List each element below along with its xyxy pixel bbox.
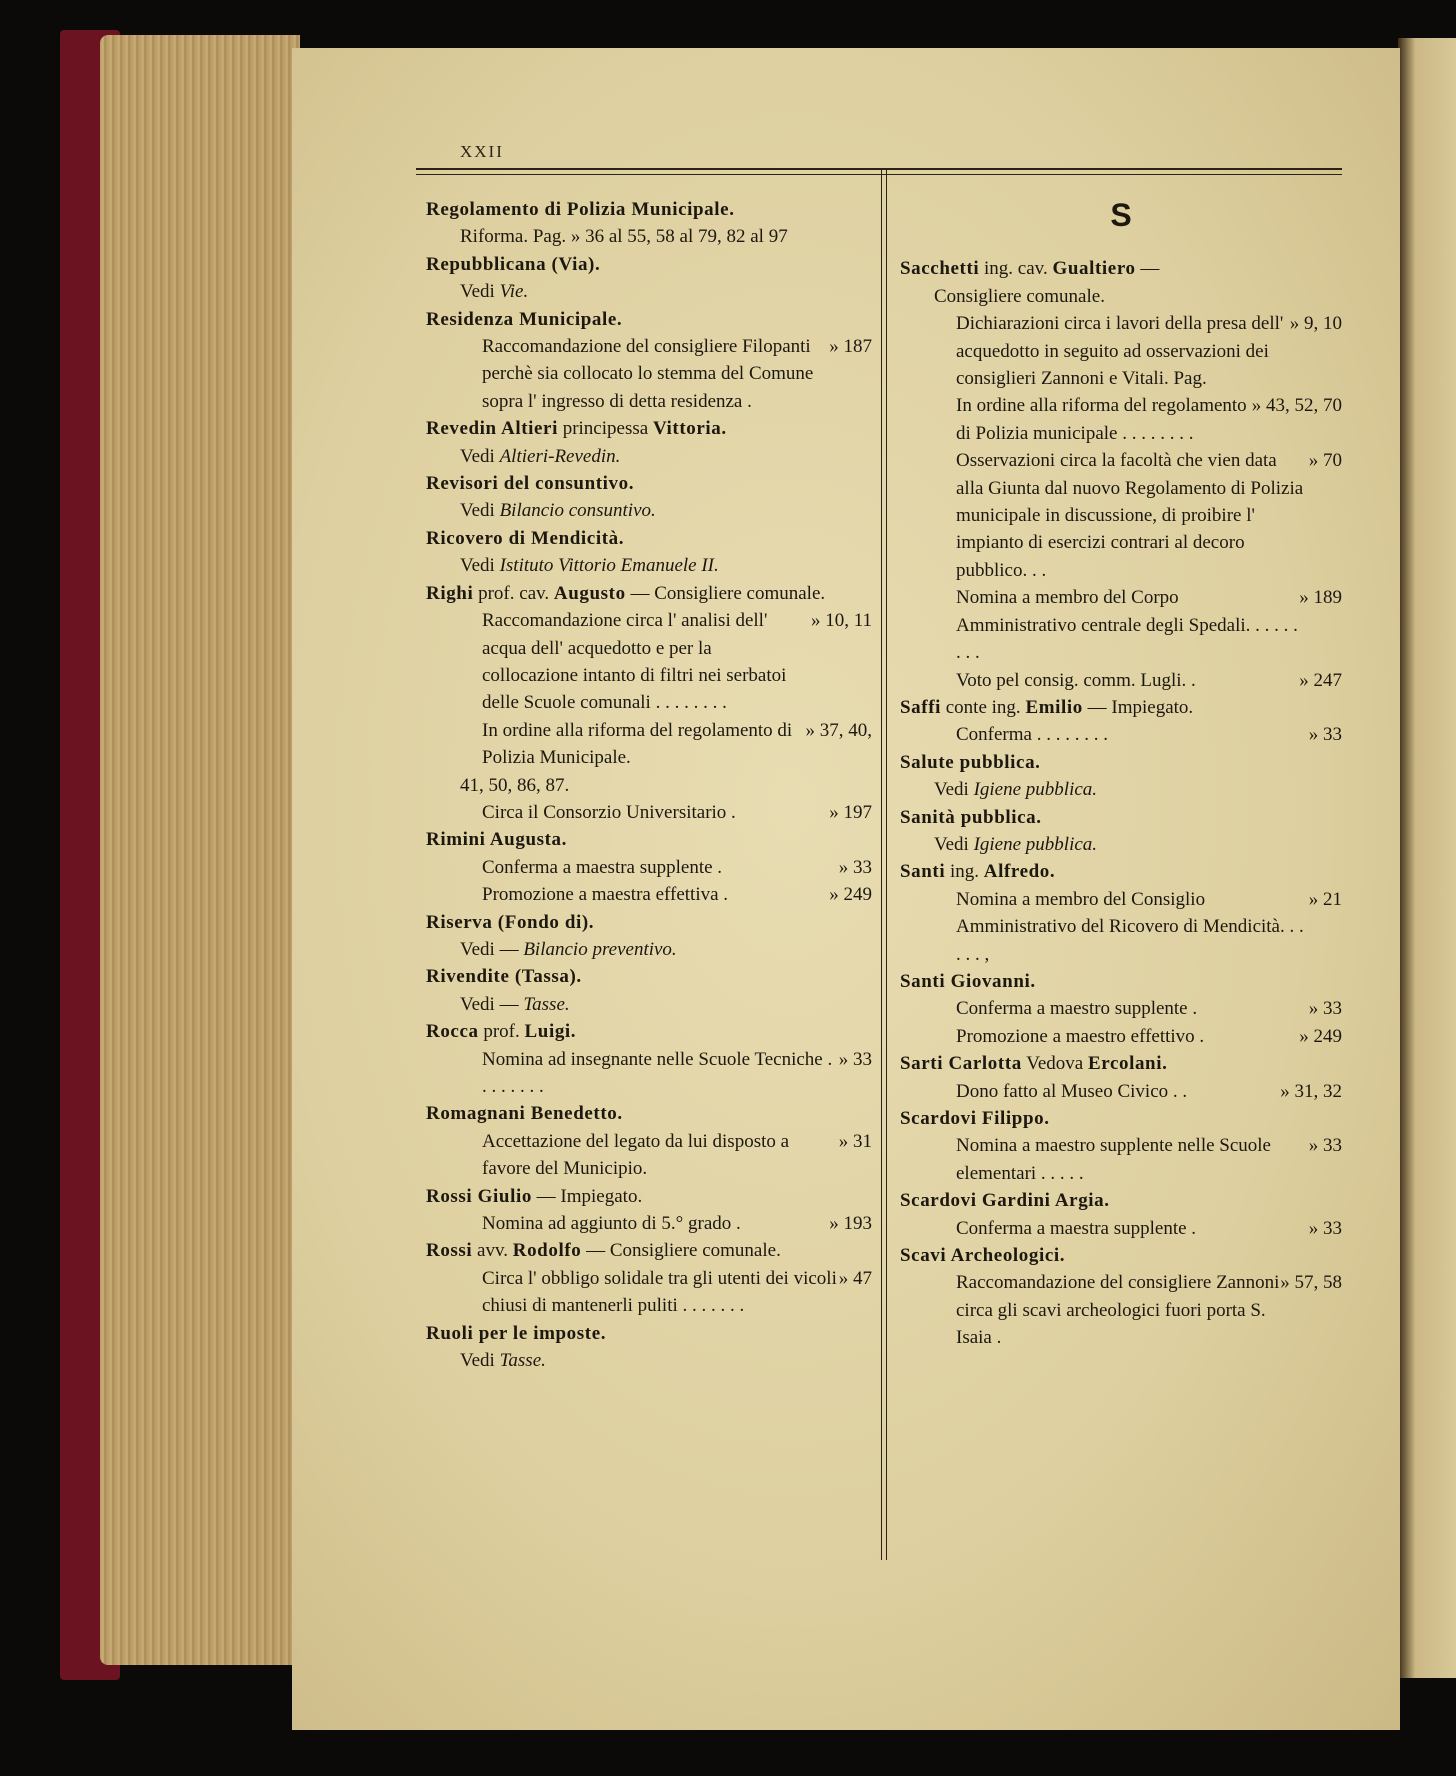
index-column-right: [900, 196, 1342, 1352]
entry-name-2: Gualtiero: [1052, 258, 1136, 280]
page-ref: » 33: [1308, 724, 1342, 746]
index-entry: [900, 1242, 1342, 1352]
entry-heading: [900, 749, 1342, 776]
entry-title: prof.: [478, 1021, 525, 1043]
entry-reference: [900, 995, 1342, 1022]
reference-text: Raccomandazione del consigliere Filopanti perchè sia collocato lo stemma del Comune sopra l' ingresso di detta residenza .: [482, 336, 814, 412]
entry-title: prof. cav.: [473, 582, 554, 604]
page-ref: » 10, 11: [810, 610, 872, 632]
subline-text: Vedi —: [460, 938, 524, 960]
cross-reference: Vie.: [499, 281, 529, 303]
subline-text: Vedi: [460, 1350, 500, 1372]
index-entry: [426, 963, 872, 1018]
entry-name-2: Emilio: [1025, 696, 1083, 718]
subline-text: Vedi: [934, 833, 974, 855]
entry-heading: [900, 1242, 1342, 1269]
index-entry: [900, 255, 1342, 694]
subline-text: Vedi: [460, 500, 500, 522]
entry-name: Revedin Altieri: [426, 418, 558, 440]
page-ref: » 193: [829, 1213, 872, 1235]
page-edges: [100, 35, 300, 1665]
entry-reference: [900, 584, 1342, 666]
entry-heading: [426, 251, 872, 278]
entry-name: Sacchetti: [900, 258, 980, 280]
entry-name: Righi: [426, 582, 474, 604]
subline-text: Vedi: [460, 555, 500, 577]
reference-text: Dono fatto al Museo Civico . .: [956, 1080, 1188, 1102]
page-ref: » 37, 40,: [805, 719, 872, 741]
entry-reference: [426, 881, 872, 908]
cross-reference: Bilancio consuntivo.: [499, 500, 656, 522]
cross-reference: Tasse.: [523, 993, 570, 1015]
entry-subline: [426, 991, 872, 1018]
entry-heading: [426, 415, 872, 442]
cross-reference: Tasse.: [499, 1350, 546, 1372]
header-rule-thin: [416, 174, 1342, 175]
entry-subline: [900, 776, 1342, 803]
entry-title: principessa: [557, 418, 653, 440]
page-ref: » 247: [1299, 669, 1342, 691]
entry-reference: [900, 1269, 1342, 1351]
entry-name: Rimini Augusta.: [426, 829, 567, 851]
cross-reference: Istituto Vittorio Emanuele II.: [499, 555, 719, 577]
index-entry: [900, 1187, 1342, 1242]
entry-reference: [900, 447, 1342, 584]
page-ref: » 31: [838, 1130, 872, 1152]
page-ref: » 249: [1299, 1025, 1342, 1047]
index-entry: [426, 909, 872, 964]
index-entry: [426, 1100, 872, 1182]
entry-reference: [900, 392, 1342, 447]
entry-subline: [426, 1347, 872, 1374]
entry-heading: [900, 804, 1342, 831]
entry-name-2: Rodolfo: [512, 1240, 582, 1262]
subline-text: 41, 50, 86, 87.: [460, 774, 570, 796]
entry-subline: [426, 223, 872, 250]
entry-reference: [900, 310, 1342, 392]
index-entry: [426, 1237, 872, 1319]
index-entry: [426, 470, 872, 525]
entry-reference: [900, 1215, 1342, 1242]
entry-heading: [426, 580, 872, 607]
page-ref: » 43, 52, 70: [1251, 395, 1342, 417]
entry-name: Scardovi Filippo.: [900, 1108, 1050, 1129]
reference-text: Conferma a maestra supplente .: [956, 1217, 1197, 1239]
subline-text: Consigliere comunale.: [934, 285, 1105, 307]
index-entry: [426, 306, 872, 416]
index-entry: [426, 1018, 872, 1100]
header-rule: [416, 168, 1342, 170]
index-entry: [426, 1320, 872, 1375]
entry-name-2: Alfredo.: [983, 861, 1056, 883]
entry-heading: [426, 909, 872, 936]
entry-name-2: Vittoria.: [652, 418, 727, 440]
entry-title: Vedova: [1021, 1053, 1088, 1075]
reference-text: Nomina a membro del Consiglio Amministrativo del Ricovero di Mendicità. . . . . . ,: [956, 888, 1304, 965]
entry-name: Rivendite (Tassa).: [426, 966, 582, 988]
entry-subline: [900, 283, 1342, 310]
index-entry: [426, 525, 872, 580]
entry-name: Saffi: [900, 696, 941, 718]
page-ref: » 189: [1299, 587, 1342, 609]
entry-name-2: Luigi.: [524, 1021, 577, 1043]
subline-text: Vedi: [460, 445, 500, 467]
entry-heading: [426, 470, 872, 497]
entry-title: ing. cav.: [979, 258, 1053, 280]
reference-text: Raccomandazione del consigliere Zannoni circa gli scavi archeologici fuori porta S. Isaia .: [956, 1272, 1280, 1349]
entry-reference: [900, 721, 1342, 748]
entry-name: Revisori del consuntivo.: [426, 473, 635, 495]
entry-heading: [426, 1183, 872, 1210]
entry-title: ing.: [945, 861, 984, 883]
entry-subline: [426, 772, 872, 799]
entry-reference: [900, 886, 1342, 968]
page-ref: » 33: [838, 1048, 872, 1070]
entry-reference: [426, 717, 872, 772]
page-ref: » 187: [829, 336, 872, 358]
entry-subline: [426, 278, 872, 305]
reference-text: Nomina ad insegnante nelle Scuole Tecniche . . . . . . . .: [482, 1048, 833, 1097]
entry-subline: [426, 443, 872, 470]
entry-subline: [900, 831, 1342, 858]
entry-heading: [426, 1320, 872, 1347]
entry-heading: [900, 255, 1342, 282]
entry-reference: [426, 333, 872, 415]
subline-text: Vedi —: [460, 993, 524, 1015]
page-ref: » 33: [1308, 998, 1342, 1020]
cross-reference: Igiene pubblica.: [973, 779, 1098, 801]
entry-name: Ricovero di Mendicità.: [426, 527, 625, 549]
entry-reference: [426, 799, 872, 826]
page-ref: » 57, 58: [1280, 1272, 1342, 1294]
column-divider: [881, 170, 887, 1560]
index-entry: [426, 196, 872, 251]
entry-name: Rossi: [426, 1240, 473, 1262]
entry-heading: [900, 1105, 1342, 1132]
page-ref: » 33: [838, 856, 872, 878]
cross-reference: Igiene pubblica.: [973, 833, 1098, 855]
entry-heading: [426, 306, 872, 333]
entry-name: Riserva (Fondo di).: [426, 911, 595, 933]
reference-text: In ordine alla riforma del regolamento di Polizia Municipale.: [482, 719, 793, 769]
entry-reference: [426, 1210, 872, 1237]
reference-text: Circa l' obbligo solidale tra gli utenti dei vicoli chiusi di mantenerli puliti . . . . . . .: [482, 1267, 837, 1317]
entry-heading: [426, 826, 872, 853]
index-entry: [426, 580, 872, 827]
entry-role: — Consigliere comunale.: [581, 1240, 781, 1262]
index-entry: [900, 1105, 1342, 1187]
reference-text: Conferma a maestra supplente .: [482, 856, 723, 878]
entry-name: Santi: [900, 861, 946, 883]
reference-text: Dichiarazioni circa i lavori della presa dell' acquedotto in seguito ad osservazioni dei consiglieri Zannoni e Vitali. Pag.: [956, 313, 1284, 390]
entry-name: Scardovi Gardini Argia.: [900, 1190, 1110, 1212]
page-ref: » 70: [1308, 450, 1342, 472]
entry-heading: [426, 196, 872, 223]
entry-subline: [426, 552, 872, 579]
page-ref: » 249: [829, 884, 872, 906]
entry-name: Rocca: [426, 1021, 479, 1043]
entry-heading: [900, 1187, 1342, 1214]
index-entry: [426, 826, 872, 908]
index-entry: [900, 858, 1342, 968]
entry-heading: [426, 1100, 872, 1127]
entry-name: Salute pubblica.: [900, 751, 1041, 773]
index-entry: [426, 251, 872, 306]
index-entry: [900, 804, 1342, 859]
entry-reference: [900, 667, 1342, 694]
entry-reference: [426, 854, 872, 881]
entry-name: Rossi Giulio: [426, 1185, 532, 1207]
reference-text: Nomina ad aggiunto di 5.° grado .: [482, 1213, 741, 1235]
page-ref: » 31, 32: [1280, 1080, 1342, 1102]
page-ref: » 21: [1308, 888, 1342, 910]
entry-role: — Consigliere comunale.: [625, 582, 826, 604]
index-entry: [900, 749, 1342, 804]
reference-text: Osservazioni circa la facoltà che vien data alla Giunta dal nuovo Regolamento di Polizia municipale in discussione, di proibire l' impianto di esercizi contrari al decoro pubblico. . .: [956, 450, 1304, 581]
reference-text: Promozione a maestra effettiva .: [482, 884, 729, 906]
cross-reference: Altieri-Revedin.: [499, 445, 621, 467]
entry-subline: [426, 497, 872, 524]
entry-name: Ruoli per le imposte.: [426, 1322, 607, 1344]
entry-name: Regolamento di Polizia Municipale.: [426, 199, 735, 220]
section-letter: S: [1110, 197, 1132, 233]
reference-text: Voto pel consig. comm. Lugli. .: [956, 669, 1196, 691]
entry-reference: [426, 607, 872, 717]
reference-text: Conferma . . . . . . . .: [956, 724, 1108, 746]
entry-reference: [900, 1078, 1342, 1105]
index-column-left: [426, 196, 872, 1374]
subline-text: Vedi: [460, 281, 500, 303]
index-entry: [900, 968, 1342, 1050]
index-entry: [900, 1050, 1342, 1105]
entry-heading: [900, 968, 1342, 995]
entry-name: Sarti Carlotta: [900, 1053, 1022, 1075]
entry-reference: [426, 1128, 872, 1183]
reference-text: Accettazione del legato da lui disposto a favore del Municipio.: [482, 1130, 790, 1180]
page-ref: » 9, 10: [1289, 313, 1342, 335]
cross-reference: Bilancio preventivo.: [523, 938, 677, 960]
entry-name: Scavi Archeologici.: [900, 1245, 1066, 1267]
reference-text: Raccomandazione circa l' analisi dell' acqua dell' acquedotto e per la collocazione intanto di filtri nei serbatoi delle Scuole comunali . . . . . . . .: [482, 610, 787, 714]
entry-heading: [426, 1237, 872, 1264]
subline-text: Riforma. Pag. » 36 al 55, 58 al 79, 82 al 97: [460, 226, 788, 248]
reference-text: Conferma a maestro supplente .: [956, 998, 1198, 1020]
entry-role: —: [1135, 258, 1160, 280]
entry-name-2: Ercolani.: [1087, 1053, 1168, 1075]
entry-subline: [426, 936, 872, 963]
page-ref: » 47: [838, 1267, 872, 1289]
entry-reference: [426, 1265, 872, 1320]
entry-heading: [426, 525, 872, 552]
entry-name-2: Augusto: [553, 582, 626, 604]
index-entry: [900, 694, 1342, 749]
entry-name: Romagnani Benedetto.: [426, 1103, 623, 1125]
reference-text: Promozione a maestro effettivo .: [956, 1025, 1205, 1047]
entry-title: conte ing.: [941, 696, 1026, 718]
page-ref: » 33: [1308, 1135, 1342, 1157]
entry-heading: [426, 1018, 872, 1045]
entry-reference: [900, 1132, 1342, 1187]
page-ref: » 33: [1308, 1217, 1342, 1239]
subline-text: Vedi: [934, 779, 974, 801]
entry-reference: [900, 1023, 1342, 1050]
facing-page-edge: [1398, 38, 1456, 1678]
entry-heading: [900, 1050, 1342, 1077]
entry-reference: [426, 1046, 872, 1101]
index-entry: [426, 415, 872, 470]
entry-name: Santi Giovanni.: [900, 970, 1036, 992]
reference-text: Nomina a membro del Corpo Amministrativo centrale degli Spedali. . . . . . . . .: [956, 587, 1298, 664]
index-entry: [426, 1183, 872, 1238]
page-ref: » 197: [829, 801, 872, 823]
entry-role: — Impiegato.: [1082, 696, 1194, 718]
entry-title: avv.: [472, 1240, 513, 1262]
entry-heading: [900, 694, 1342, 721]
reference-text: Nomina a maestro supplente nelle Scuole elementari . . . . .: [956, 1135, 1271, 1184]
entry-heading: [900, 858, 1342, 885]
page-number: XXII: [460, 142, 504, 161]
entry-name: Repubblicana (Via).: [426, 253, 601, 275]
entry-title: — Impiegato.: [531, 1185, 643, 1207]
entry-heading: [426, 963, 872, 990]
entry-name: Residenza Municipale.: [426, 308, 623, 330]
reference-text: Circa il Consorzio Universitario .: [482, 801, 736, 823]
reference-text: In ordine alla riforma del regolamento di Polizia municipale . . . . . . . .: [956, 395, 1247, 444]
entry-name: Sanità pubblica.: [900, 806, 1042, 828]
